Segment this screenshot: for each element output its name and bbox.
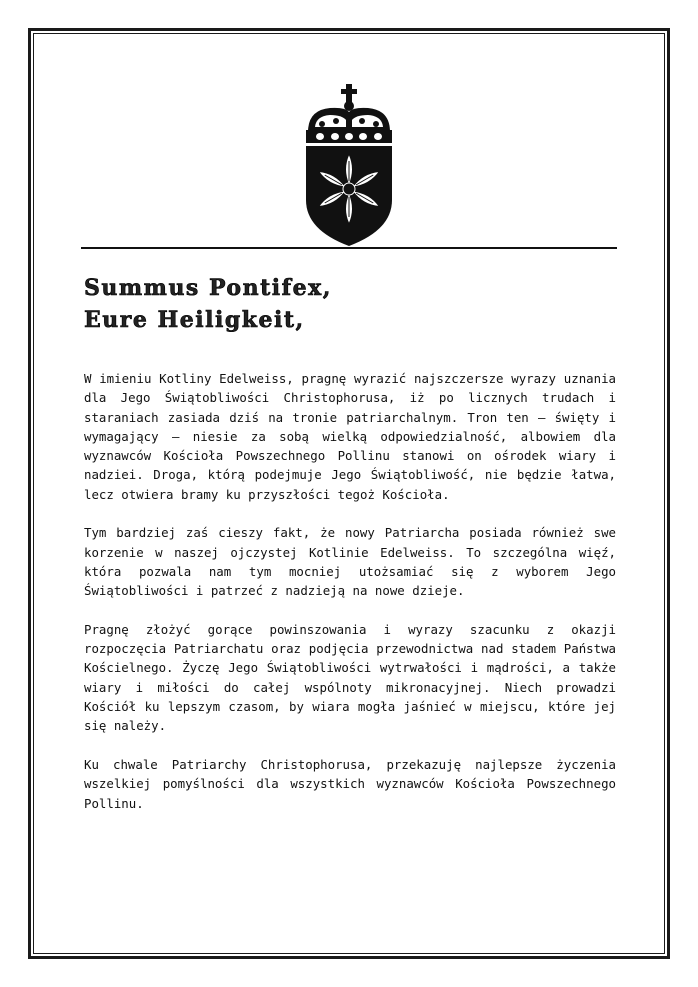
header-divider — [81, 247, 617, 249]
salutation — [84, 272, 604, 336]
paragraph-2: Tym bardziej zaś cieszy fakt, że nowy Patriarcha posiada również swe korzenie w naszej ojczystej Kotlinie Edelweiss. To szczególna więź, która pozwala nam tym mocniej utożsamiać się z wyborem Jego Świątobliwości i patrzeć z nadzieją na nowe dzieje. — [84, 525, 616, 599]
paragraph-3: Pragnę złożyć gorące powinszowania i wyrazy szacunku z okazji rozpoczęcia Patriarchatu oraz podjęcia przewodnictwa nad stadem Państwa Kościelnego. Życzę Jego Świątobliwości wytrwałości i mądrości, a także wiary i miłości do całej wspólnoty mikronacyjnej. Niech prowadzi Kościół ku lepszym czasom, by wiara mogła jaśnieć w miejscu, które jej się należy. — [84, 621, 616, 734]
salutation-line-1: Summus Pontifex, — [84, 275, 332, 301]
coat-of-arms-icon — [300, 80, 398, 250]
paragraph-1: W imieniu Kotliny Edelweiss, pragnę wyrazić najszczersze wyrazy uznania dla Jego Świątobliwości Christophorusa, iż po licznych trudach i staraniach zasiada dziś na tronie patriarchalnym. Tron ten – święty i wymagający – niesie za sobą wielką odpowiedzialność, albowiem dla wyznawców Kościoła Powszechnego Pollinu stanowi on ośrodek wiary i nadziei. Droga, którą podejmuje Jego Świątobliwość, nie będzie łatwa, lecz otwiera bramy ku przyszłości tegoż Kościoła. — [84, 371, 616, 502]
letter-body — [84, 369, 616, 832]
salutation-line-2: Eure Heiligkeit, — [84, 307, 305, 333]
paragraph-4: Ku chwale Patriarchy Christophorusa, przekazuję najlepsze życzenia wszelkiej pomyślności dla wszystkich wyznawców Kościoła Powszechnego Pollinu. — [84, 756, 616, 811]
